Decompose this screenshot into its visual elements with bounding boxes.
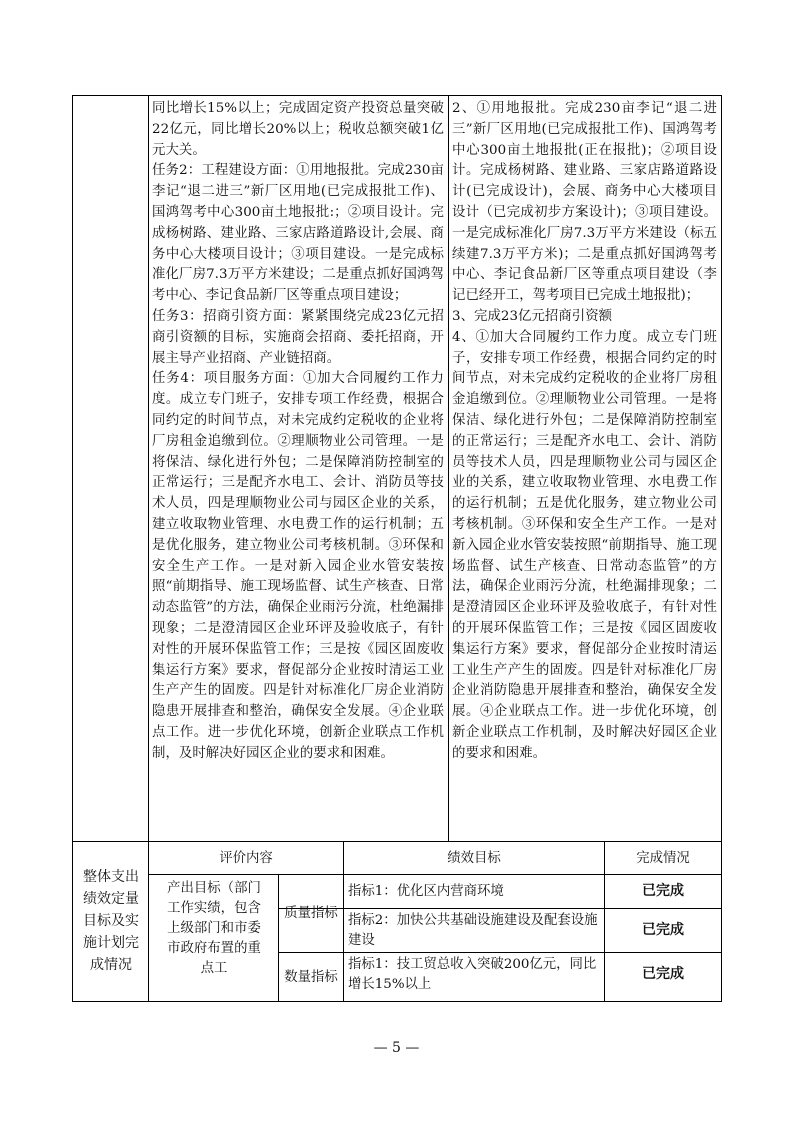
left-paragraph: 任务3：招商引资方面：紧紧围绕完成23亿元招商引资额的目标，实施商会招商、委托招商，开展主导产业招商、产业链招商。 bbox=[152, 308, 444, 366]
output-target-label: 产出目标（部门工作实绩，包含上级部门和市委市政府布置的重点工 bbox=[167, 881, 261, 976]
eval-content-header: 评价内容 bbox=[219, 850, 273, 866]
quantity-indicator-label: 数量指标 bbox=[284, 970, 338, 985]
quality-indicator-label: 质量指标 bbox=[284, 906, 338, 921]
right-paragraph: 2、①用地报批。完成230亩李记“退二进三”新厂区用地(已完成报批工作)、国鸿驾考中心300亩土地报批(正在报批)；②项目设计。完成杨树路、建业路、三家店路道路设计(已完成设计)，会展、商务中心大楼项目设计（已完成初步方案设计)；③项目建设。一是完成标准化厂房7.3万平方米建设（标五续建7.3万平方米)；二是重点抓好国鸿驾考中心、李记食品新厂区等重点项目建设（李记已经开工，驾考项目已完成土地报批)； bbox=[452, 101, 717, 304]
divider bbox=[148, 96, 149, 842]
status-header: 完成情况 bbox=[636, 850, 690, 866]
page-number: — 5 — bbox=[373, 1040, 420, 1056]
main-table bbox=[72, 95, 722, 1002]
eval-row-header: 整体支出绩效定量目标及实施计划完成情况 bbox=[83, 869, 139, 973]
indicator-text: 指标2：加快公共基础设施建设及配套设施建设 bbox=[348, 912, 598, 948]
right-paragraph: 3、完成23亿元招商引资额 bbox=[452, 308, 613, 324]
left-paragraph: 任务2：工程建设方面：①用地报批。完成230亩李记“退二进三”新厂区用地(已完成报批工作)、国鸿驾考中心300亩土地报批:；②项目设计。完成杨树路、建业路、三家店路道路设计,会展、商务中心大楼项目设计；③项目建设。一是完成标准化厂房7.3万平方米建设；二是重点抓好国鸿驾考中心、李记食品新厂区等重点项目建设； bbox=[152, 163, 444, 304]
right-result-text bbox=[452, 99, 717, 765]
indicator-text: 指标1：优化区内营商环境 bbox=[348, 883, 504, 899]
status-badge: 已完成 bbox=[642, 966, 684, 982]
left-plan-text bbox=[152, 99, 444, 765]
divider bbox=[448, 96, 449, 842]
right-paragraph: 4、①加大合同履约工作力度。成立专门班子，安排专项工作经费，根据合同约定的时间节点，对未完成约定税收的企业将厂房租金追缴到位。②理顺物业公司管理。一是将保洁、绿化进行外包；二是保障消防控制室的正常运行；三是配齐水电工、会计、消防员等技术人员，四是理顺物业公司与园区企业的关系，建立收取物业管理、水电费工作的运行机制；五是优化服务，建立物业公司考核机制。③环保和安全生产工作。一是对新入园企业水管安装按照“前期指导、施工现场监督、试生产核查、日常动态监管”的方法，确保企业雨污分流，杜绝漏排现象；二是澄清园区企业环评及验收底子，有针对性的开展环保监管工作；三是按《园区固废收集运行方案》要求，督促部分企业按时清运工业生产产生的固废。四是针对标准化厂房企业消防隐患开展排查和整治，确保安全发展。④企业联点工作。进一步优化环境，创新企业联点工作机制，及时解决好园区企业的要求和困难。 bbox=[452, 329, 717, 761]
left-paragraph: 同比增长15%以上；完成固定资产投资总量突破22亿元，同比增长20%以上；税收总额突破1亿元大关。 bbox=[152, 101, 444, 158]
status-badge: 已完成 bbox=[642, 922, 684, 938]
indicator-text: 指标1：技工贸总收入突破200亿元，同比增长15%以上 bbox=[348, 956, 597, 992]
target-header: 绩效目标 bbox=[447, 850, 501, 866]
status-badge: 已完成 bbox=[642, 883, 684, 899]
left-paragraph: 任务4：项目服务方面：①加大合同履约工作力度。成立专门班子，安排专项工作经费，根据合同约定的时间节点，对未完成约定税收的企业将厂房租金追缴到位。②理顺物业公司管理。一是将保洁、绿化进行外包；二是保障消防控制室的正常运行；三是配齐水电工、会计、消防员等技术人员，四是理顺物业公司与园区企业的关系，建立收取物业管理、水电费工作的运行机制；五是优化服务，建立物业公司考核机制。③环保和安全生产工作。一是对新入园企业水管安装按照“前期指导、施工现场监督、试生产核查、日常动态监管”的方法，确保企业雨污分流，杜绝漏排现象；二是澄清园区企业环评及验收底子，有针对性的开展环保监管工作；三是按《园区固废收集运行方案》要求，督促部分企业按时清运工业生产产生的固废。四是针对标准化厂房企业消防隐患开展排查和整治，确保安全发展。④企业联点工作。进一步优化环境，创新企业联点工作机制，及时解决好园区企业的要求和困难。 bbox=[152, 371, 444, 761]
